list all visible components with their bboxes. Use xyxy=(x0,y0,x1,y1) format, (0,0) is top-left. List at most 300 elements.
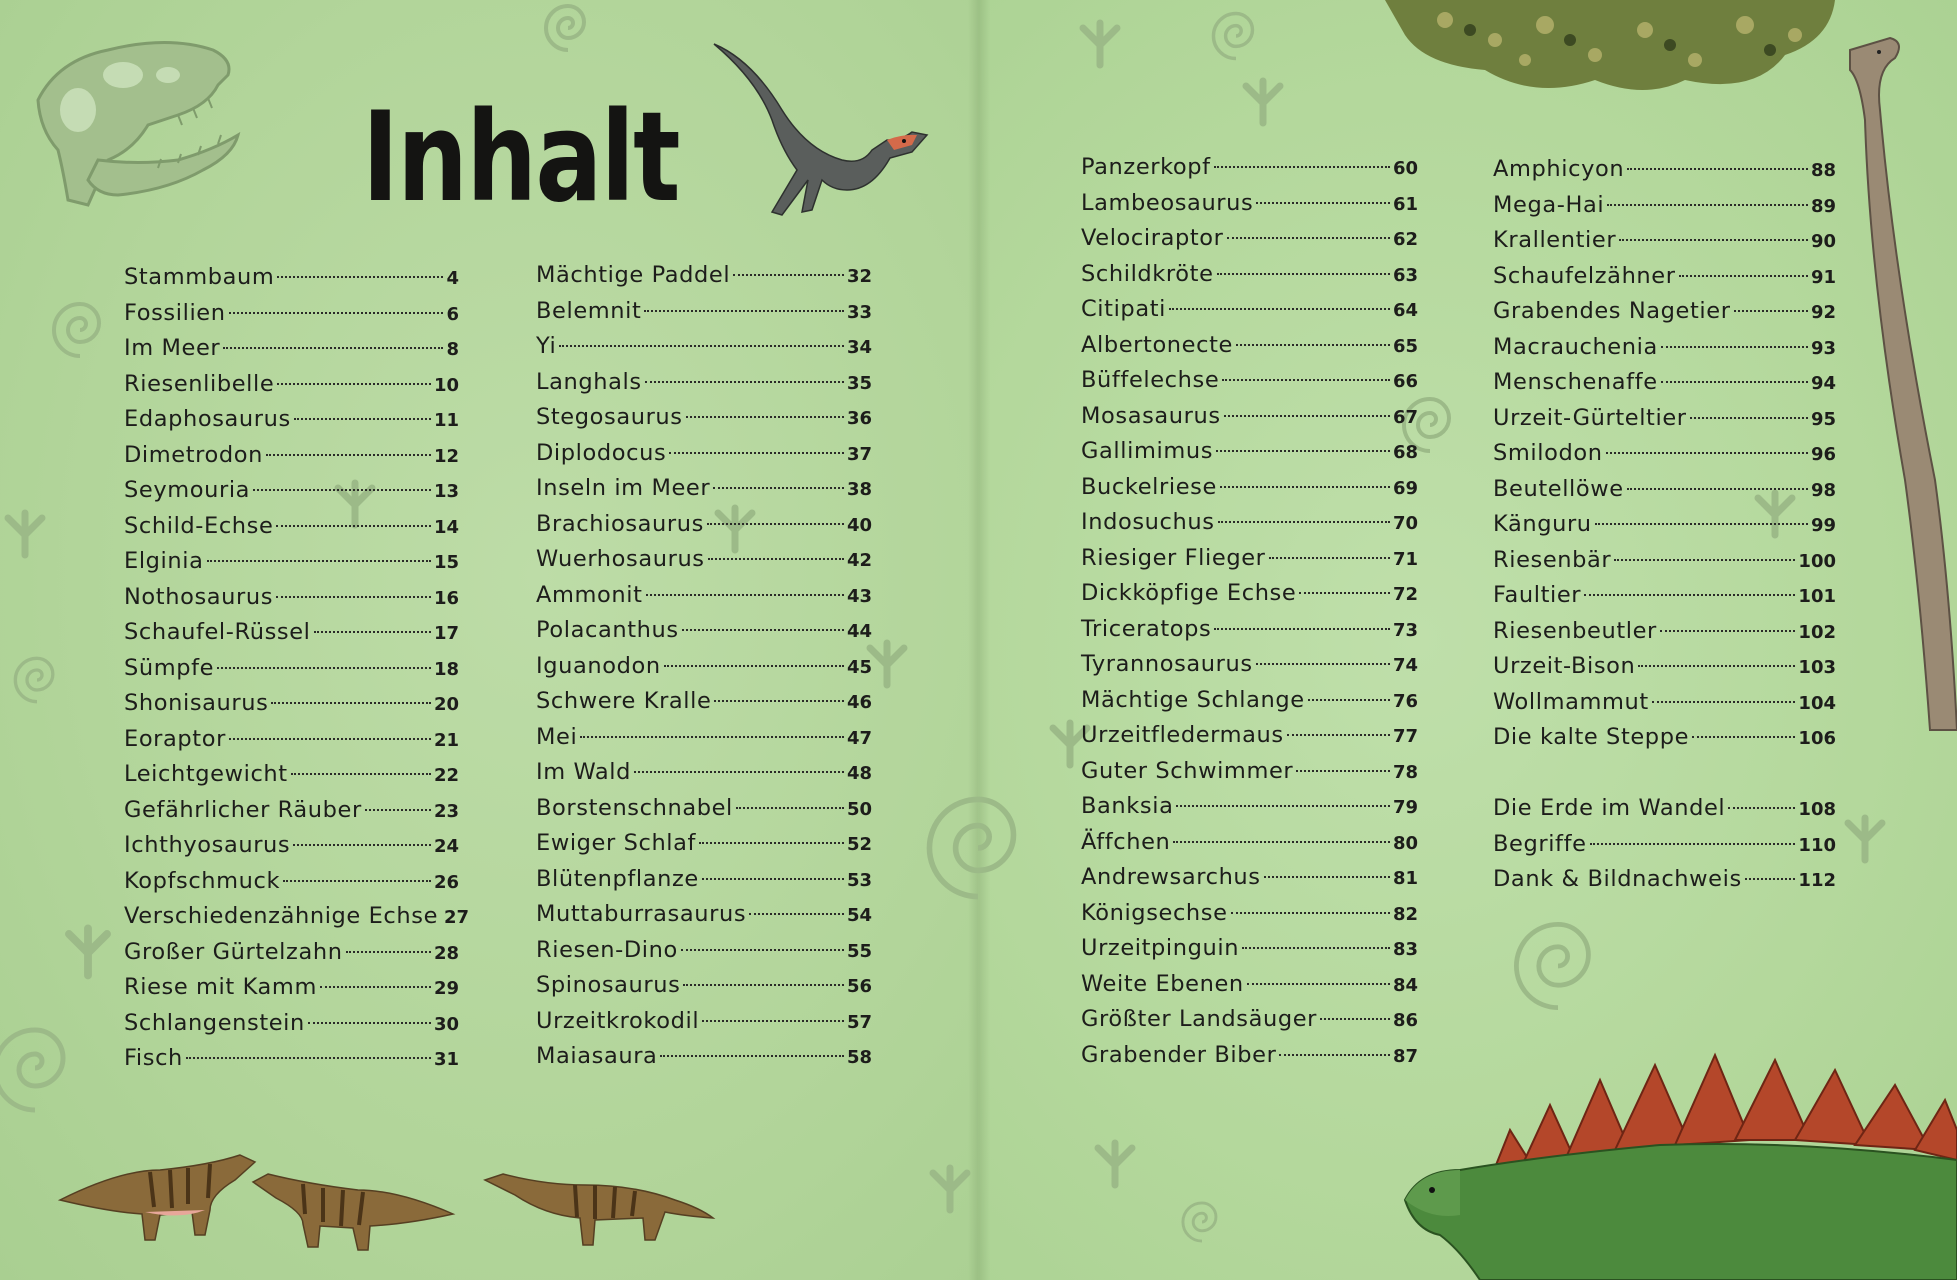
toc-entry-page-number: 91 xyxy=(1810,266,1836,288)
ammonite-fossil-icon xyxy=(1510,918,1606,1014)
dot-leader xyxy=(1614,559,1795,561)
dot-leader xyxy=(664,665,844,667)
toc-entry-page-number: 42 xyxy=(846,550,872,571)
toc-entry[interactable] xyxy=(536,720,872,756)
toc-entry-page-number: 31 xyxy=(433,1049,459,1070)
toc-entry-page-number: 54 xyxy=(846,905,872,926)
toc-entry[interactable] xyxy=(536,649,872,685)
toc-entry-page-number: 57 xyxy=(846,1011,872,1033)
footprint-icon xyxy=(1075,20,1125,70)
toc-entry-page-number: 81 xyxy=(1392,868,1418,889)
toc-entry-label: Im Meer xyxy=(124,335,221,361)
toc-entry[interactable] xyxy=(124,260,459,296)
dot-leader xyxy=(1231,912,1390,914)
toc-entry-page-number: 53 xyxy=(846,869,872,891)
toc-entry-page-number: 96 xyxy=(1810,444,1836,465)
toc-entry[interactable] xyxy=(1081,754,1418,790)
dot-leader xyxy=(1216,450,1390,452)
toc-entry[interactable] xyxy=(1493,507,1836,543)
toc-entry-page-number: 24 xyxy=(433,836,459,857)
toc-entry[interactable] xyxy=(124,793,459,829)
toc-entry[interactable] xyxy=(1493,614,1836,650)
toc-entry[interactable] xyxy=(124,367,459,403)
toc-entry[interactable] xyxy=(1493,827,1836,863)
toc-entry[interactable] xyxy=(536,613,872,649)
toc-entry[interactable] xyxy=(536,684,872,720)
toc-entry[interactable] xyxy=(1493,436,1836,472)
toc-entry[interactable] xyxy=(124,757,459,793)
toc-entry-label: Dickköpfige Echse xyxy=(1081,580,1297,606)
dot-leader xyxy=(1217,273,1390,275)
toc-entry-page-number: 74 xyxy=(1392,655,1418,676)
toc-entry[interactable] xyxy=(1081,576,1418,612)
toc-entry-page-number: 72 xyxy=(1392,584,1418,605)
toc-entry[interactable] xyxy=(1493,188,1836,224)
toc-entry-label: Diplodocus xyxy=(536,439,667,466)
toc-entry-page-number: 44 xyxy=(846,621,872,642)
dot-leader xyxy=(207,560,431,562)
toc-entry-label: Urzeitpinguin xyxy=(1081,935,1240,961)
toc-entry-label: Polacanthus xyxy=(536,617,679,643)
toc-entry[interactable] xyxy=(1493,685,1836,721)
toc-entry[interactable] xyxy=(1081,860,1418,896)
toc-entry-page-number: 28 xyxy=(433,942,459,964)
toc-entry-label: Blütenpflanze xyxy=(536,865,699,892)
toc-entry[interactable] xyxy=(1081,896,1418,932)
toc-entry[interactable] xyxy=(536,294,872,330)
toc-entry-page-number: 95 xyxy=(1810,408,1836,430)
toc-entry[interactable] xyxy=(1081,1038,1418,1074)
toc-entry-label: Smilodon xyxy=(1493,440,1603,466)
toc-entry[interactable] xyxy=(1493,401,1836,437)
toc-entry[interactable] xyxy=(124,615,459,651)
toc-entry[interactable] xyxy=(124,970,459,1006)
toc-entry-label: Riesen-Dino xyxy=(536,936,678,963)
toc-entry[interactable] xyxy=(1081,647,1418,683)
toc-entry-label: Grabendes Nagetier xyxy=(1493,298,1731,324)
toc-entry[interactable] xyxy=(1081,683,1418,719)
dot-leader xyxy=(1247,983,1390,985)
toc-entry-page-number: 18 xyxy=(433,658,459,680)
toc-entry-page-number: 21 xyxy=(433,729,459,751)
dot-leader xyxy=(660,1055,843,1057)
toc-entry-label: Triceratops xyxy=(1081,615,1212,642)
dot-leader xyxy=(1627,488,1808,490)
toc-entry[interactable] xyxy=(124,864,459,900)
toc-entry[interactable] xyxy=(536,933,872,969)
toc-entry[interactable] xyxy=(1081,541,1418,577)
toc-entry[interactable] xyxy=(124,1041,459,1077)
dot-leader xyxy=(294,418,431,420)
toc-entry-page-number: 10 xyxy=(433,374,459,396)
toc-column-1 xyxy=(124,260,470,1077)
toc-entry-label: Nothosaurus xyxy=(124,583,274,610)
toc-entry-label: Mächtige Paddel xyxy=(536,262,731,288)
toc-entry[interactable] xyxy=(536,578,872,614)
sauropod-neck-icon xyxy=(1835,30,1957,730)
dot-leader xyxy=(644,310,844,312)
dot-leader xyxy=(308,1022,431,1024)
toc-entry[interactable] xyxy=(536,258,872,294)
toc-entry-label: Yi xyxy=(536,333,557,359)
toc-entry[interactable] xyxy=(124,899,470,935)
toc-entry-page-number: 89 xyxy=(1810,195,1836,217)
toc-entry-label: Schild-Echse xyxy=(124,512,274,539)
toc-entry-label: Indosuchus xyxy=(1081,509,1215,535)
dot-leader xyxy=(702,1020,844,1022)
toc-entry-label: Panzerkopf xyxy=(1081,154,1211,180)
dot-leader xyxy=(283,880,431,882)
toc-entry-page-number: 26 xyxy=(433,871,459,893)
dot-leader xyxy=(1296,770,1390,772)
toc-entry-page-number: 13 xyxy=(433,481,459,502)
toc-entry[interactable] xyxy=(536,329,872,365)
toc-entry-label: Mei xyxy=(536,723,578,750)
toc-entry[interactable] xyxy=(124,686,459,722)
toc-entry-label: Mächtige Schlange xyxy=(1081,686,1305,713)
toc-entry-page-number: 103 xyxy=(1798,657,1836,678)
dot-leader xyxy=(1222,379,1390,381)
toc-entry-label: Urzeitkrokodil xyxy=(536,1007,700,1034)
dot-leader xyxy=(699,842,844,844)
toc-entry-page-number: 47 xyxy=(846,727,872,749)
toc-entry[interactable] xyxy=(1493,791,1836,827)
toc-entry-label: Buckelriese xyxy=(1081,473,1217,500)
dot-leader xyxy=(1173,841,1390,843)
ammonite-fossil-icon xyxy=(528,0,608,60)
striped-reptile-icon xyxy=(485,1160,715,1250)
dot-leader xyxy=(749,913,844,915)
dot-leader xyxy=(229,312,444,314)
toc-entry[interactable] xyxy=(1493,223,1836,259)
dot-leader xyxy=(1652,701,1796,703)
toc-entry-page-number: 83 xyxy=(1392,939,1418,960)
dot-leader xyxy=(1734,310,1808,312)
toc-entry[interactable] xyxy=(124,828,459,864)
toc-entry[interactable] xyxy=(1081,399,1418,435)
toc-entry[interactable] xyxy=(124,1006,459,1042)
dot-leader xyxy=(714,700,843,702)
toc-entry[interactable] xyxy=(1081,612,1418,648)
toc-entry-label: Fossilien xyxy=(124,299,226,326)
dot-leader xyxy=(293,844,431,846)
dot-leader xyxy=(559,345,844,347)
dot-leader xyxy=(713,487,844,489)
toc-entry[interactable] xyxy=(536,542,872,578)
toc-entry-label: Fisch xyxy=(124,1045,183,1071)
toc-entry-label: Seymouria xyxy=(124,477,251,503)
toc-entry-page-number: 50 xyxy=(846,798,872,820)
toc-column-3 xyxy=(1081,150,1418,1073)
toc-entry-label: Ammonit xyxy=(536,581,643,608)
toc-entry[interactable] xyxy=(1081,150,1418,186)
toc-entry-page-number: 76 xyxy=(1392,690,1418,712)
dot-leader xyxy=(1679,275,1808,277)
dot-leader xyxy=(1660,630,1796,632)
toc-entry-page-number: 106 xyxy=(1798,728,1836,749)
toc-entry[interactable] xyxy=(536,1004,872,1040)
toc-entry[interactable] xyxy=(536,826,872,862)
toc-entry[interactable] xyxy=(1081,967,1418,1003)
toc-entry[interactable] xyxy=(1081,221,1418,257)
toc-entry-page-number: 84 xyxy=(1392,974,1418,996)
toc-column-4 xyxy=(1493,152,1836,756)
toc-entry-page-number: 48 xyxy=(846,763,872,784)
dot-leader xyxy=(229,738,431,740)
toc-entry[interactable] xyxy=(1493,543,1836,579)
dot-leader xyxy=(1176,805,1389,807)
toc-entry-label: Eoraptor xyxy=(124,725,226,752)
toc-entry-page-number: 61 xyxy=(1392,193,1418,215)
dot-leader xyxy=(707,523,844,525)
toc-entry[interactable] xyxy=(1493,862,1836,898)
toc-entry[interactable] xyxy=(1081,257,1418,293)
toc-entry-page-number: 27 xyxy=(444,907,470,928)
toc-entry-label: Schlangenstein xyxy=(124,1009,305,1036)
toc-entry[interactable] xyxy=(1081,789,1418,825)
toc-entry[interactable] xyxy=(536,968,872,1004)
dot-leader xyxy=(682,629,844,631)
dot-leader xyxy=(1638,665,1795,667)
toc-entry[interactable] xyxy=(1081,434,1418,470)
dot-leader xyxy=(1220,486,1390,488)
toc-entry[interactable] xyxy=(1493,294,1836,330)
toc-entry-label: Ichthyosaurus xyxy=(124,832,291,858)
toc-entry-label: Schwere Kralle xyxy=(536,688,712,714)
toc-entry[interactable] xyxy=(124,402,459,438)
toc-entry-page-number: 71 xyxy=(1392,548,1418,570)
striped-reptile-icon xyxy=(60,1140,260,1245)
toc-entry-page-number: 100 xyxy=(1798,550,1836,572)
toc-entry-label: Faultier xyxy=(1493,582,1582,608)
toc-entry-page-number: 86 xyxy=(1392,1010,1418,1031)
toc-entry-page-number: 46 xyxy=(846,692,872,713)
toc-entry[interactable] xyxy=(1493,365,1836,401)
toc-entry[interactable] xyxy=(1081,186,1418,222)
toc-entry[interactable] xyxy=(536,507,872,543)
toc-entry-page-number: 69 xyxy=(1392,477,1418,499)
dot-leader xyxy=(645,381,844,383)
toc-entry-label: Edaphosaurus xyxy=(124,406,291,432)
toc-entry-page-number: 4 xyxy=(446,268,459,289)
toc-entry[interactable] xyxy=(124,580,459,616)
toc-entry[interactable] xyxy=(124,473,459,509)
toc-entry-page-number: 94 xyxy=(1810,373,1836,394)
toc-entry[interactable] xyxy=(536,755,872,791)
ammonite-fossil-icon xyxy=(12,655,62,705)
ammonite-fossil-icon xyxy=(0,1015,70,1115)
dot-leader xyxy=(1242,947,1390,949)
toc-entry-page-number: 77 xyxy=(1392,726,1418,747)
toc-entry-label: Sümpfe xyxy=(124,654,215,681)
toc-entry[interactable] xyxy=(124,935,459,971)
toc-entry-label: Wuerhosaurus xyxy=(536,546,705,572)
dot-leader xyxy=(1607,204,1808,206)
dot-leader xyxy=(1256,663,1390,665)
toc-entry-page-number: 73 xyxy=(1392,619,1418,641)
toc-entry-page-number: 104 xyxy=(1798,692,1836,714)
toc-entry-label: Schaufelzähner xyxy=(1493,262,1676,289)
toc-entry-label: Beutellöwe xyxy=(1493,475,1624,502)
dot-leader xyxy=(634,771,844,773)
dot-leader xyxy=(1661,346,1808,348)
toc-entry-label: Größter Landsäuger xyxy=(1081,1006,1318,1032)
footprint-icon xyxy=(0,510,50,560)
toc-entry[interactable] xyxy=(1081,825,1418,861)
toc-entry-page-number: 33 xyxy=(846,301,872,323)
dot-leader xyxy=(681,949,844,951)
toc-entry-page-number: 92 xyxy=(1810,302,1836,323)
toc-entry[interactable] xyxy=(536,471,872,507)
dot-leader xyxy=(702,878,844,880)
dot-leader xyxy=(1214,166,1390,168)
toc-entry[interactable] xyxy=(536,436,872,472)
toc-entry[interactable] xyxy=(1081,328,1418,364)
toc-entry-page-number: 78 xyxy=(1392,761,1418,783)
toc-entry-page-number: 58 xyxy=(846,1047,872,1068)
dot-leader xyxy=(1584,594,1795,596)
dot-leader xyxy=(1269,557,1390,559)
toc-entry[interactable] xyxy=(1493,649,1836,685)
toc-entry-page-number: 110 xyxy=(1798,834,1836,856)
striped-reptile-icon xyxy=(248,1152,453,1252)
toc-entry[interactable] xyxy=(1493,330,1836,366)
toc-entry[interactable] xyxy=(1081,1002,1418,1038)
toc-entry[interactable] xyxy=(1493,720,1836,756)
toc-entry-page-number: 79 xyxy=(1392,797,1418,818)
toc-entry[interactable] xyxy=(1493,472,1836,508)
toc-entry-label: Mosasaurus xyxy=(1081,402,1221,429)
toc-entry[interactable] xyxy=(1493,259,1836,295)
dot-leader xyxy=(314,631,431,633)
ammonite-fossil-icon xyxy=(1180,1200,1224,1244)
toc-entry-label: Krallentier xyxy=(1493,227,1617,253)
toc-entry-label: Langhals xyxy=(536,368,642,395)
dot-leader xyxy=(1728,807,1795,809)
toc-entry-page-number: 63 xyxy=(1392,264,1418,286)
toc-entry[interactable] xyxy=(1081,363,1418,399)
toc-entry-label: Elginia xyxy=(124,548,204,574)
toc-entry-page-number: 43 xyxy=(846,585,872,607)
toc-entry-label: Ewiger Schlaf xyxy=(536,830,697,856)
dot-leader xyxy=(276,596,431,598)
toc-entry-label: Büffelechse xyxy=(1081,367,1220,393)
dot-leader xyxy=(1287,734,1390,736)
toc-entry[interactable] xyxy=(1081,718,1418,754)
toc-entry-page-number: 32 xyxy=(846,266,872,287)
dot-leader xyxy=(253,489,431,491)
toc-entry-page-number: 98 xyxy=(1810,479,1836,501)
toc-entry-page-number: 56 xyxy=(846,976,872,997)
toc-entry-page-number: 112 xyxy=(1798,870,1836,891)
toc-entry-label: Urzeit-Bison xyxy=(1493,653,1636,679)
toc-entry-label: Inseln im Meer xyxy=(536,475,711,501)
toc-entry-label: Spinosaurus xyxy=(536,972,681,998)
dot-leader xyxy=(1320,1018,1390,1020)
trex-skull-fossil-icon xyxy=(28,30,248,210)
dot-leader xyxy=(266,454,431,456)
toc-entry-page-number: 70 xyxy=(1392,513,1418,534)
footprint-icon xyxy=(1238,78,1288,128)
toc-entry-label: Gefährlicher Räuber xyxy=(124,796,362,823)
toc-entry-page-number: 40 xyxy=(846,514,872,536)
dot-leader xyxy=(1627,168,1808,170)
toc-entry-page-number: 60 xyxy=(1392,158,1418,179)
toc-entry[interactable] xyxy=(124,296,459,332)
page-title: Inhalt xyxy=(362,86,679,230)
toc-entry[interactable] xyxy=(536,365,872,401)
toc-entry-label: Albertonecte xyxy=(1081,331,1233,358)
toc-entry[interactable] xyxy=(536,400,872,436)
toc-entry-page-number: 64 xyxy=(1392,300,1418,321)
dot-leader xyxy=(1606,452,1808,454)
toc-entry-label: Maiasaura xyxy=(536,1043,658,1069)
toc-entry[interactable] xyxy=(124,544,459,580)
toc-entry[interactable] xyxy=(124,331,459,367)
toc-entry[interactable] xyxy=(536,897,872,933)
toc-entry[interactable] xyxy=(536,862,872,898)
toc-entry[interactable] xyxy=(1081,505,1418,541)
toc-entry[interactable] xyxy=(536,1039,872,1075)
toc-entry-page-number: 30 xyxy=(433,1013,459,1035)
toc-entry-page-number: 6 xyxy=(446,303,459,325)
toc-entry-page-number: 36 xyxy=(846,408,872,429)
toc-entry-page-number: 38 xyxy=(846,479,872,500)
toc-entry[interactable] xyxy=(1081,931,1418,967)
toc-entry-label: Borstenschnabel xyxy=(536,794,733,821)
footprint-icon xyxy=(1840,815,1890,865)
dot-leader xyxy=(1692,736,1795,738)
dot-leader xyxy=(708,558,844,560)
stegosaurus-icon xyxy=(1400,1050,1957,1280)
toc-entry[interactable] xyxy=(124,722,459,758)
toc-entry-label: Weite Ebenen xyxy=(1081,970,1244,997)
toc-entry[interactable] xyxy=(124,509,459,545)
toc-entry-page-number: 23 xyxy=(433,800,459,822)
toc-entry-label: Stegosaurus xyxy=(536,404,683,430)
dot-leader xyxy=(277,383,431,385)
toc-entry[interactable] xyxy=(124,438,459,474)
toc-entry-label: Citipati xyxy=(1081,296,1166,322)
toc-entry-label: Riesenbär xyxy=(1493,546,1612,573)
toc-entry[interactable] xyxy=(1493,578,1836,614)
toc-entry-label: Gallimimus xyxy=(1081,438,1214,464)
ammonite-fossil-icon xyxy=(922,792,1034,904)
toc-entry-page-number: 65 xyxy=(1392,335,1418,357)
dot-leader xyxy=(646,594,844,596)
toc-entry[interactable] xyxy=(1493,152,1836,188)
toc-entry-page-number: 68 xyxy=(1392,442,1418,463)
toc-entry-label: Macrauchenia xyxy=(1493,333,1658,360)
dot-leader xyxy=(1264,876,1390,878)
dot-leader xyxy=(365,809,431,811)
toc-entry[interactable] xyxy=(1081,292,1418,328)
toc-entry-page-number: 12 xyxy=(433,445,459,467)
toc-entry-label: Urzeitfledermaus xyxy=(1081,722,1284,748)
toc-entry-page-number: 67 xyxy=(1392,406,1418,428)
toc-entry[interactable] xyxy=(536,791,872,827)
toc-entry-page-number: 66 xyxy=(1392,371,1418,392)
toc-entry[interactable] xyxy=(1081,470,1418,506)
toc-entry-label: Begriffe xyxy=(1493,830,1587,857)
toc-entry-page-number: 55 xyxy=(846,940,872,962)
toc-entry-label: Dimetrodon xyxy=(124,441,263,468)
toc-entry-label: Belemnit xyxy=(536,297,642,324)
toc-entry-page-number: 101 xyxy=(1798,586,1836,607)
toc-entry-label: Shonisaurus xyxy=(124,690,269,716)
toc-entry-page-number: 45 xyxy=(846,656,872,678)
toc-entry[interactable] xyxy=(124,651,459,687)
